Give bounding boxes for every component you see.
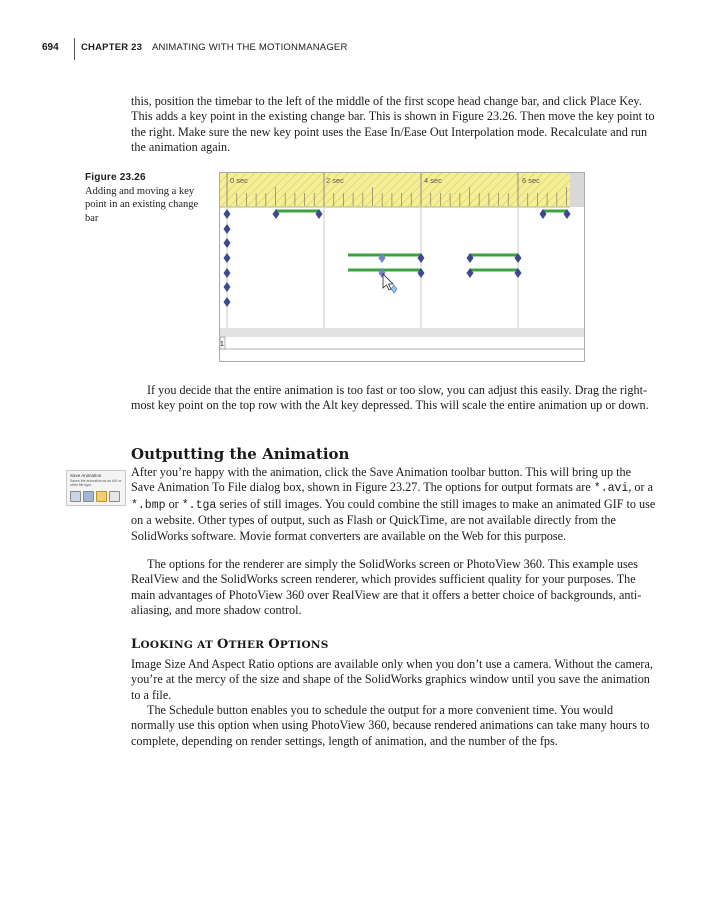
intro-paragraph: this, position the timebar to the left of the middle of the first scope head change bar, and click Place Key. This adds a key point in the existing change bar. This is shown in Figure 23.26. Then move the key point to the right. Make sure the new key point uses the Ease In/Ease Out Interpolation mode. Recalculate and run the animation again. (131, 94, 655, 155)
change-bar-scope-head[interactable] (348, 253, 425, 278)
figure-caption-text: Adding and moving a key point in an existing change bar (85, 185, 199, 224)
time-label-2: 2 sec (326, 176, 344, 185)
output-paragraph-1 (131, 465, 656, 544)
header-divider (74, 38, 75, 60)
motionmanager-timeline-figure (219, 172, 585, 362)
calculate-icon (70, 491, 81, 502)
settings-icon (109, 491, 120, 502)
mouse-cursor-icon (383, 274, 393, 290)
ext-avi: *.avi (593, 482, 629, 496)
save-animation-icon[interactable] (96, 491, 107, 502)
thumbnail-subtitle: Saves the animation as an AVI or other file type. (70, 479, 122, 487)
save-animation-toolbar-thumbnail (66, 470, 126, 506)
figure-caption (85, 171, 205, 225)
play-icon (83, 491, 94, 502)
output-text-c: or (165, 496, 182, 511)
section-heading-outputting: Outputting the Animation (131, 445, 350, 463)
running-header (42, 38, 682, 60)
output-text-d: series of still images. You could combine the still images to make an animated GIF to use on a website. Other types of output, such as Flash or QuickTime, are not available directly from the SolidWorks software. Movie format converters are available on the Web for this purpose. (131, 496, 656, 543)
time-label-4: 4 sec (424, 176, 442, 185)
timeline-ruler-end (570, 173, 584, 207)
horizontal-scrollbar[interactable] (220, 328, 584, 337)
new-key-point[interactable] (391, 285, 397, 293)
output-text-b: , or a (628, 480, 654, 495)
timeline-ruler (220, 173, 570, 207)
chapter-number: CHAPTER 23 (81, 42, 143, 53)
too-fast-paragraph: If you decide that the entire animation is too fast or too slow, you can adjust this easily. Drag the right-most key point on the top row with the Alt key depressed. This will scale the entire animation up or down. (131, 383, 649, 413)
section-heading-other-options: LOOKING AT OTHER OPTIONS (131, 637, 329, 652)
output-text-a: After you’re happy with the animation, click the Save Animation toolbar button. This will bring up the Save Animation To File dialog box, shown in Figure 23.27. The options for output formats are (131, 465, 632, 495)
time-label-0: 0 sec (230, 176, 248, 185)
other-paragraph-1: Image Size And Aspect Ratio options are available only when you don’t use a camera. Without the camera, you’re at the mercy of the size and shape of the SolidWorks graphics window until you save the animation to a file. (131, 657, 653, 702)
time-label-6: 6 sec (522, 176, 540, 185)
scroll-label: 1 (220, 341, 224, 348)
page-number: 694 (42, 42, 59, 53)
timeline-svg (220, 173, 584, 361)
other-paragraph-2: The Schedule button enables you to schedule the output for a more convenient time. You would normally use this option when using PhotoView 360, because rendered animations can take many hours to complete, depending on render settings, length of animation, and the number of the fps. (131, 703, 650, 748)
thumbnail-title: Save Animation (70, 473, 102, 478)
chapter-title: ANIMATING WITH THE MOTIONMANAGER (152, 42, 348, 53)
output-paragraph-2: The options for the renderer are simply the SolidWorks screen or PhotoView 360. This example uses RealView and the SolidWorks screen renderer, which provides sufficient quality for your purposes. The main advantages of PhotoView 360 over RealView are that it offers a better choice of backgrounds, anti-aliasing, and more shadow control. (131, 557, 642, 618)
ext-bmp: *.bmp (131, 498, 166, 512)
ext-tga: *.tga (181, 498, 217, 512)
figure-label: Figure 23.26 (85, 172, 146, 183)
change-bar-second[interactable] (467, 253, 522, 278)
